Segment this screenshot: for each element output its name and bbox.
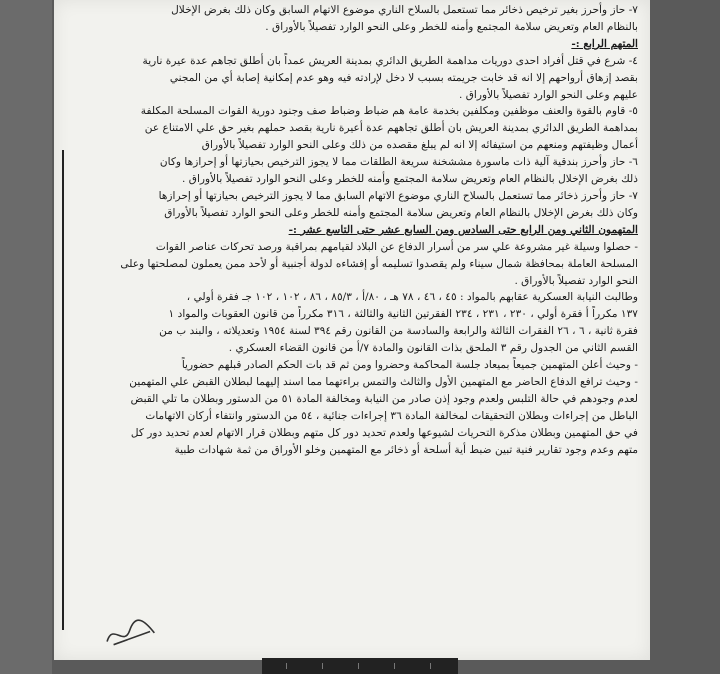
doc-line: ٥- قاوم بالقوة والعنف موظفين ومكلفين بخدمة عامة هم ضباط وضباط صف وجنود دورية القوات المسلحة المكلفة xyxy=(140,105,638,118)
scroll-tick xyxy=(394,663,395,669)
scroll-tick xyxy=(358,663,359,669)
doc-line: - حصلوا وسيلة غير مشروعة علي سر من أسرار الدفاع عن البلاد لقيامهم بمراقبة ورصد تحركات عناصر القوات xyxy=(155,240,638,253)
handwritten-signature xyxy=(100,608,165,656)
doc-line: ٧- حاز وأحرز بغير ترخيص ذخائر مما تستعمل بالسلاح الناري موضوع الاتهام السابق وكان ذلك بغرض الإخلال xyxy=(171,4,638,16)
doc-line: - وحيث أعلن المتهمين جميعاً بميعاد جلسة المحاكمة وحضروا ومن ثم قد بات الحكم الصادر قبلهم حضورياً xyxy=(181,359,638,372)
document-body xyxy=(64,2,638,458)
doc-line: - وحيث ترافع الدفاع الحاضر مع المتهمين الأول والثالث والتمس براءتهما مما اسند إليهما لبطلان القبض علي المتهمين xyxy=(129,375,638,388)
doc-line: ٧- حاز وأحرز ذخائر مما تستعمل بالسلاح الناري موضوع الاتهام السابق مما لا يجوز الترخيص بحيازتها أو إحرازها xyxy=(158,189,638,202)
doc-line: المسلحة العاملة بمحافظة شمال سيناء ولم يقصدوا تسليمه أو إفشاءه لدولة أجنبية أو لأحد ممن يعملون لمصلحتها وعلى xyxy=(120,257,638,270)
doc-line: متهم وعدم وجود تقارير فنية تبين ضبط أية أسلحة أو ذخائر مع المتهمين وخلو الأوراق من ثمة شهادات طبية xyxy=(174,443,638,456)
doc-line: وطالبت النيابة العسكرية عقابهم بالمواد : ٤٥ ، ٤٦ ، ٧٨ هـ ، ٨٠/أ ، ٨٥/٣ ، ٨٦ ، ١٠٢ ، ١٠٢ جـ فقرة أولي ، xyxy=(186,291,638,304)
doc-line: وكان ذلك بغرض الإخلال بالنظام العام وتعريض سلامة المجتمع وأمنه للخطر وعلى النحو الوارد تفصيلاً بالأوراق xyxy=(164,206,638,219)
doc-line: بمداهمة الطريق الدائري بمدينة العريش بان أطلق تجاههم عدة أعيرة نارية بقصد حملهم بغير حق علي الامتناع عن xyxy=(144,122,638,135)
doc-line: ٤- شرع في قتل أفراد احدى دوريات مداهمة الطريق الدائري بمدينة العريش عمداً بان أطلق تجاهم عدة عيرة نارية xyxy=(142,54,638,67)
scroll-tick xyxy=(430,663,431,669)
doc-line: في حق المتهمين وبطلان مذكرة التحريات لشيوعها ولعدم تحديد دور كل متهم وبطلان قرار الاتهام لعدم تحديد دور كل xyxy=(130,426,638,439)
viewer-scrollbar[interactable] xyxy=(262,658,458,674)
doc-line: القسم الثاني من الجدول رقم ٣ الملحق بذات القانون والمادة ٧/أ من قانون القضاء العسكري . xyxy=(228,342,638,355)
scroll-tick xyxy=(322,663,323,669)
viewer-left-strip xyxy=(0,0,52,674)
doc-line: النحو الوارد تفصيلاً بالأوراق . xyxy=(514,274,638,287)
doc-line: لعدم وجودهم في حالة التلبس ولعدم وجود إذن صادر من النيابة ومخالفة المادة ٥١ من الدستور وبطلان ما تلي القبض xyxy=(130,392,638,405)
doc-line: فقرة ثانية ، ٦ ، ٢٦ الفقرات الثالثة والرابعة والسادسة من القانون رقم ٣٩٤ لسنة ١٩٥٤ وتعديلاته ، والبند ب من xyxy=(159,325,638,338)
section-heading: المتهم الرابع :- xyxy=(571,37,638,50)
doc-line: بقصد إزهاق أرواحهم إلا انه قد خابت جريمته بسبب لا دخل لإرادته فيه وهو عدم إمكانية إصابة أي من المجني xyxy=(169,71,638,84)
doc-line: أعمال وظيفتهم ومنعهم من استيفائه إلا انه لم يبلغ مقصده من ذلك وعلى النحو الوارد تفصيلاً بالأوراق xyxy=(201,139,638,152)
doc-line: عليهم وعلى النحو الوارد تفصيلاً بالأوراق . xyxy=(458,88,638,101)
doc-line: بالنظام العام وتعريض سلامة المجتمع وأمنه للخطر وعلى النحو الوارد تفصيلاً بالأوراق . xyxy=(265,20,638,33)
doc-line: الباطل من إجراءات وبطلان التحقيقات لمخالفة المادة ٣٦ إجراءات جنائية ، ٥٤ من الدستور وانتفاء أركان الاتهامات xyxy=(145,409,638,422)
doc-line: ١٣٧ مكرراً أ فقرة أولي ، ٢٣٠ ، ٢٣١ ، ٢٣٤ الفقرتين الثانية والثالثة ، ٣١٦ مكرراً من قانون العقوبات والمواد ١ xyxy=(168,308,638,321)
doc-line: ٦- حاز وأحرز بندقية آلية ذات ماسورة مششخنة سريعة الطلقات مما لا يجوز الترخيص بحيازتها أو إحرازها وكان xyxy=(159,156,638,169)
scroll-tick xyxy=(286,663,287,669)
scanned-document-page xyxy=(54,0,650,660)
doc-line: ذلك بغرض الإخلال بالنظام العام وتعريض سلامة المجتمع وأمنه للخطر وعلى النحو الوارد تفصيلاً بالأوراق . xyxy=(182,173,638,186)
section-heading: المتهمون الثاني ومن الرابع حتى السادس ومن السابع عشر حتى التاسع عشر :- xyxy=(288,223,638,236)
